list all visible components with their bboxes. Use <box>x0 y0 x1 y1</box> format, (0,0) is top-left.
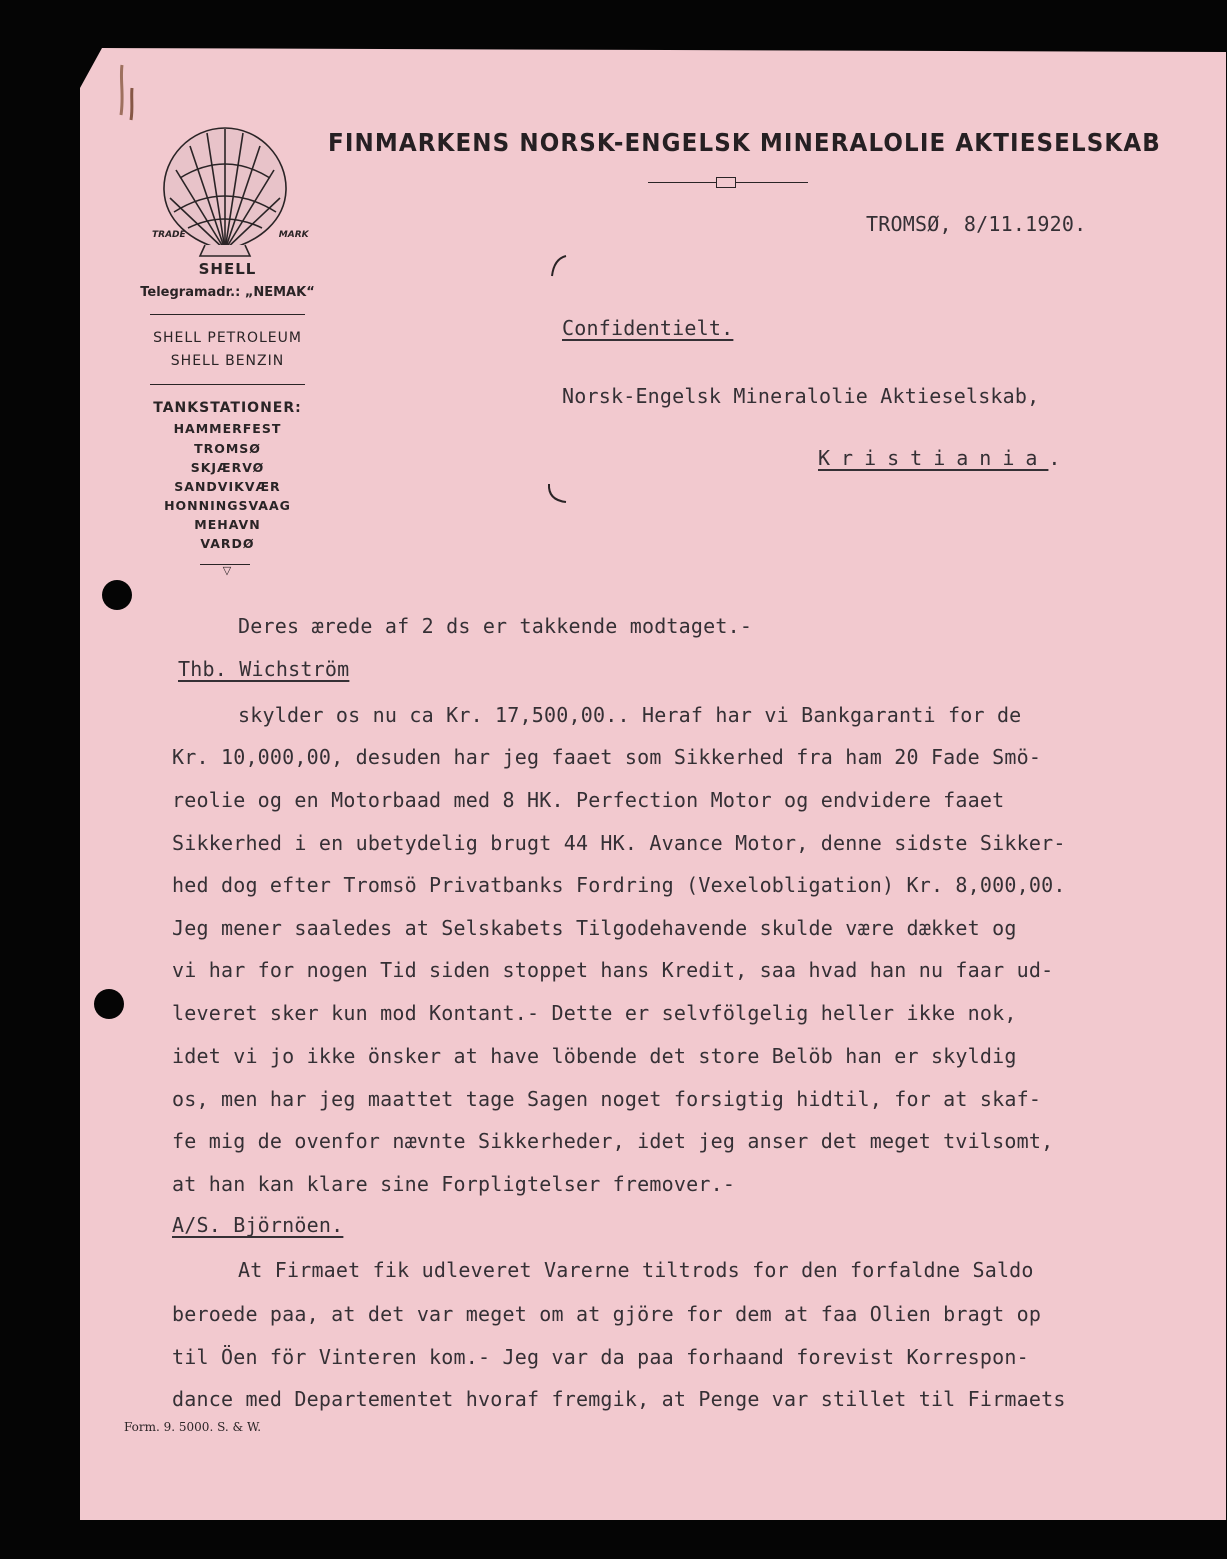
section-heading: A/S. Björnöen. <box>172 1213 344 1237</box>
mark-text: MARK <box>278 230 309 240</box>
section-heading: Thb. Wichström <box>178 657 350 681</box>
punch-hole-bottom <box>94 989 124 1019</box>
staple-marks <box>112 60 142 140</box>
station: VARDØ <box>200 536 255 551</box>
body-line: Kr. 10,000,00, desuden har jeg faaet som Sikkerhed fra ham 20 Fade Smö- <box>172 745 1042 769</box>
telegram-address: Telegramadr.: „NEMAK“ <box>140 285 315 300</box>
recipient-city-end: . <box>1048 446 1061 470</box>
trade-text: TRADE <box>152 230 186 240</box>
arrow-down-icon: ▽ <box>222 564 233 577</box>
station: SKJÆRVØ <box>190 460 265 475</box>
body-line: At Firmaet fik udleveret Varerne tiltrods for den forfaldne Saldo <box>238 1258 1034 1282</box>
letter-date: TROMSØ, 8/11.1920. <box>866 212 1087 236</box>
bracket-mark-top <box>548 253 572 279</box>
body-line: leveret sker kun mod Kontant.- Dette er selvfölgelig heller ikke nok, <box>172 1001 1017 1025</box>
body-line: til Öen för Vinteren kom.- Jeg var da paa forhaand forevist Korrespon- <box>172 1345 1029 1369</box>
body-line: idet vi jo ikke önsker at have löbende det store Belöb han er skyldig <box>172 1044 1017 1068</box>
body-line: dance med Departementet hvoraf fremgik, at Penge var stillet til Firmaets <box>172 1387 1066 1411</box>
body-line: fe mig de ovenfor nævnte Sikkerheder, idet jeg anser det meget tvilsomt, <box>172 1129 1054 1153</box>
tank-stations-title: TANKSTATIONER: <box>153 400 302 416</box>
product-1: SHELL PETROLEUM <box>153 330 302 346</box>
body-line: Jeg mener saaledes at Selskabets Tilgodehavende skulde være dækket og <box>172 916 1017 940</box>
station: MEHAVN <box>194 517 261 532</box>
body-line: beroede paa, at det var meget om at gjöre for dem at faa Olien bragt op <box>172 1302 1042 1326</box>
recipient-city-line <box>818 446 1061 470</box>
ornament-line-left <box>648 182 716 183</box>
body-line: vi har for nogen Tid siden stoppet hans Kredit, saa hvad han nu faar ud- <box>172 958 1054 982</box>
body-line: reolie og en Motorbaad med 8 HK. Perfection Motor og endvidere faaet <box>172 788 1005 812</box>
station: SANDVIKVÆR <box>174 479 281 494</box>
ornament-box <box>716 177 736 188</box>
confidential-heading: Confidentielt. <box>562 316 734 340</box>
recipient-city: Kristiania <box>818 446 1049 470</box>
form-number: Form. 9. 5000. S. & W. <box>124 1420 262 1434</box>
body-line: os, men har jeg maattet tage Sagen noget forsigtig hidtil, for at skaf- <box>172 1087 1042 1111</box>
trademark-label <box>120 230 335 240</box>
company-name: FINMARKENS NORSK-ENGELSK MINERALOLIE AKTIESELSKAB <box>328 128 1161 157</box>
bracket-mark-bottom <box>544 482 570 506</box>
brand-name: SHELL <box>198 260 257 278</box>
station: TROMSØ <box>194 441 261 456</box>
divider-1 <box>150 314 305 315</box>
body-line: Sikkerhed i en ubetydelig brugt 44 HK. Avance Motor, denne sidste Sikker- <box>172 831 1066 855</box>
recipient-name: Norsk-Engelsk Mineralolie Aktieselskab, <box>562 384 1040 408</box>
body-line: skylder os nu ca Kr. 17,500,00.. Heraf har vi Bankgaranti for de <box>238 703 1022 727</box>
product-2: SHELL BENZIN <box>170 353 285 369</box>
punch-hole-top <box>102 580 132 610</box>
divider-2 <box>150 384 305 385</box>
station: HONNINGSVAAG <box>164 498 291 513</box>
station: HAMMERFEST <box>173 421 282 436</box>
body-line: Deres ærede af 2 ds er takkende modtaget.- <box>238 614 753 638</box>
body-line: hed dog efter Tromsö Privatbanks Fordring (Vexelobligation) Kr. 8,000,00. <box>172 873 1066 897</box>
body-line: at han kan klare sine Forpligtelser fremover.- <box>172 1172 736 1196</box>
ornament-line-right <box>736 182 808 183</box>
